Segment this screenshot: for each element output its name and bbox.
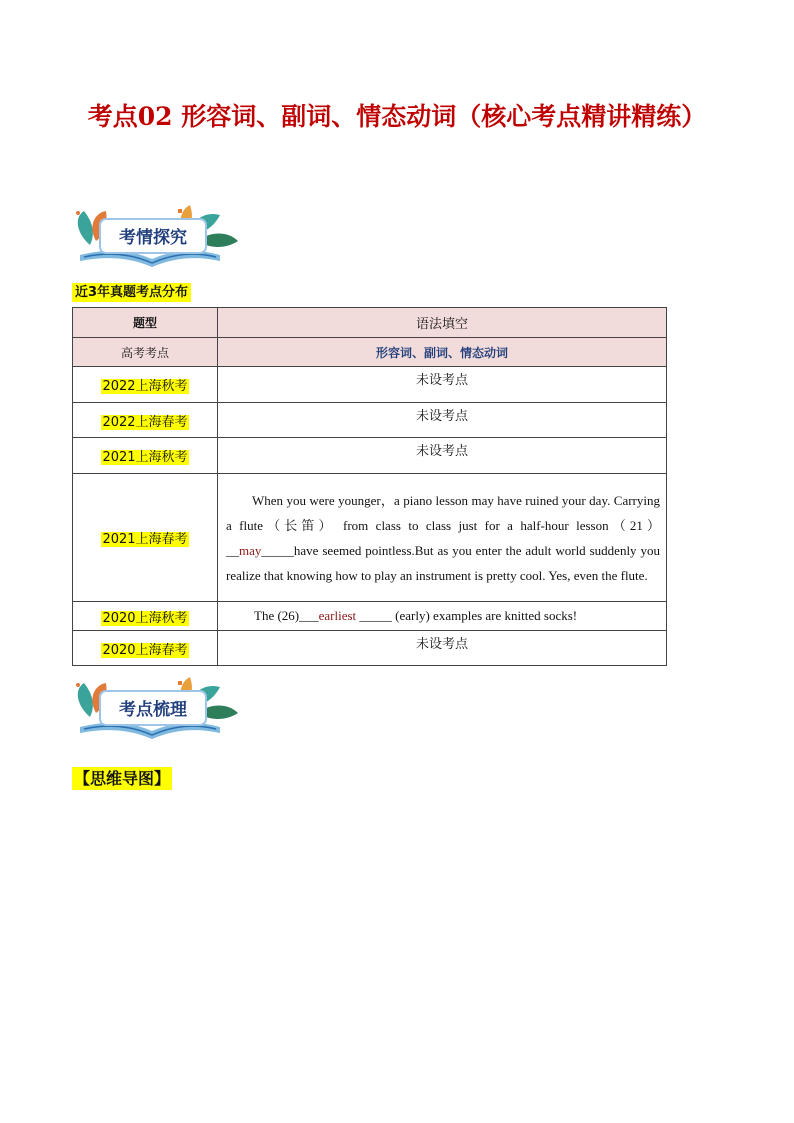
exam-distribution-table bbox=[72, 307, 667, 666]
table-row bbox=[73, 631, 667, 666]
year-cell: 2022上海秋考 bbox=[73, 367, 218, 403]
page-title: 考点02 形容词、副词、情态动词（核心考点精讲精练） bbox=[87, 102, 707, 131]
answer-text: earliest bbox=[318, 608, 357, 623]
content-cell: 未设考点 bbox=[218, 367, 667, 403]
section-badge-exam-analysis bbox=[70, 205, 245, 275]
table-row bbox=[73, 403, 667, 438]
header-value-question-type: 语法填空 bbox=[218, 308, 667, 338]
passage-cell bbox=[218, 474, 667, 602]
passage-text-after: _____have seemed pointless.But as you enter the adult world suddenly you realize that knowing how to play an instrument is pretty cool. Yes, even the flute. bbox=[226, 542, 660, 583]
badge-label: 考点梳理 bbox=[119, 700, 187, 720]
sentence-text-after: _____ (early) examples are knitted socks! bbox=[356, 608, 578, 623]
table-row bbox=[73, 602, 667, 631]
year-cell: 2021上海秋考 bbox=[73, 438, 218, 474]
content-cell: 未设考点 bbox=[218, 403, 667, 438]
year-cell: 2021上海春考 bbox=[73, 474, 218, 602]
year-cell: 2022上海春考 bbox=[73, 403, 218, 438]
header-value-exam-point: 形容词、副词、情态动词 bbox=[218, 338, 667, 367]
table-caption: 近3年真题考点分布 bbox=[72, 283, 191, 302]
table-row bbox=[73, 367, 667, 403]
table-header-row bbox=[73, 308, 667, 338]
mindmap-heading: 【思维导图】 bbox=[74, 769, 171, 788]
header-label-exam-point: 高考考点 bbox=[73, 338, 218, 367]
content-cell: 未设考点 bbox=[218, 438, 667, 474]
answer-text: may bbox=[239, 542, 262, 558]
sentence-cell bbox=[218, 602, 667, 631]
year-cell: 2020上海秋考 bbox=[73, 602, 218, 631]
section-badge-point-review bbox=[70, 677, 245, 747]
table-row bbox=[73, 474, 667, 602]
header-label-question-type: 题型 bbox=[73, 308, 218, 338]
table-row bbox=[73, 438, 667, 474]
year-cell: 2020上海春考 bbox=[73, 631, 218, 666]
badge-label: 考情探究 bbox=[119, 228, 187, 248]
sentence-text-before: The (26)___ bbox=[254, 608, 319, 623]
content-cell: 未设考点 bbox=[218, 631, 667, 666]
passage-text-before: When you were younger，a piano lesson may have ruined your day. Carrying a flute（长笛） from class to class just for a half-hour lesson（21）__ bbox=[226, 492, 660, 558]
table-header-row bbox=[73, 338, 667, 367]
